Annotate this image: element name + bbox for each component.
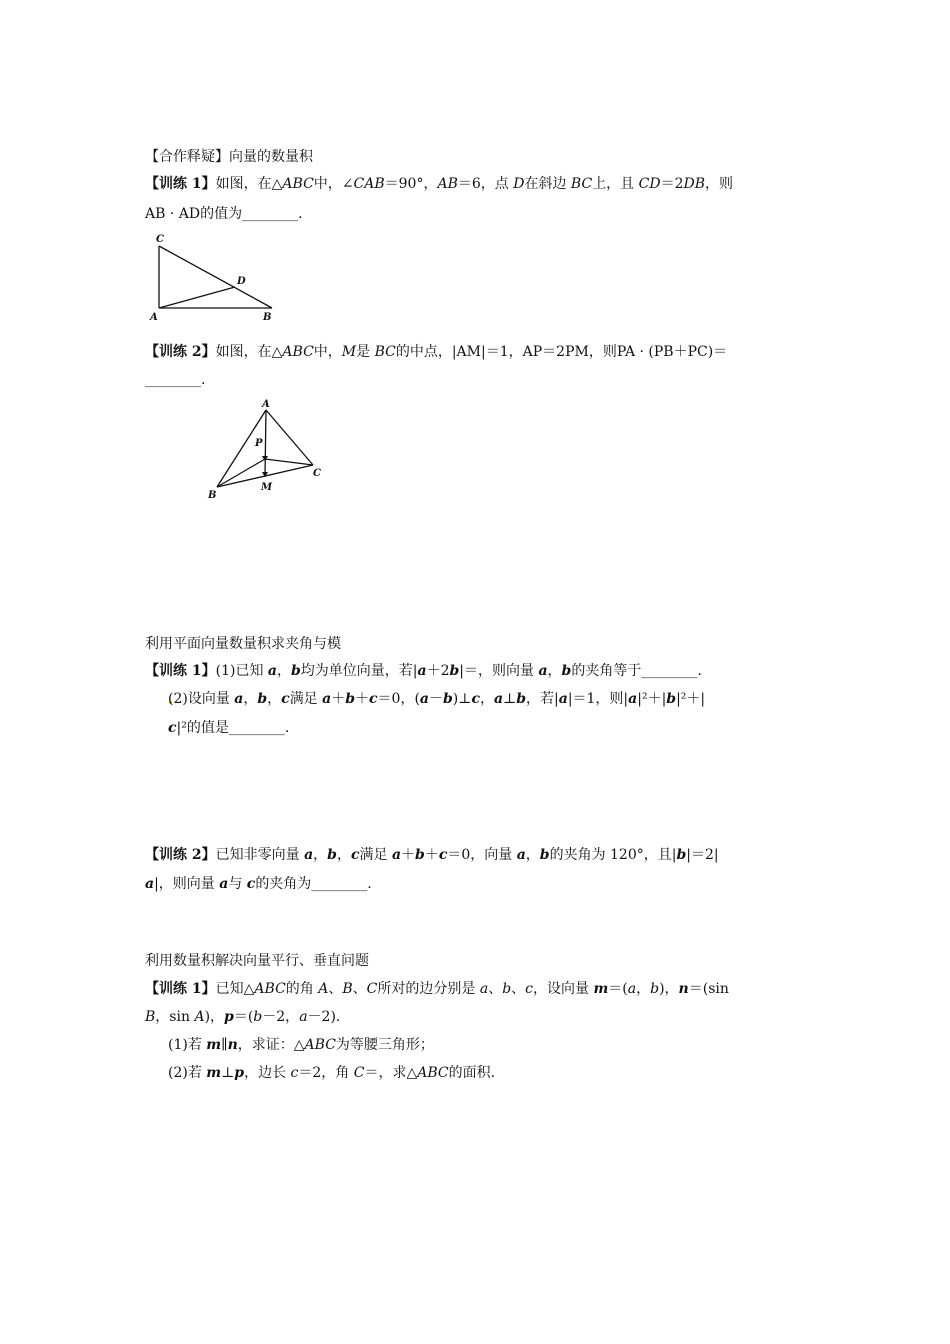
text: |＝2| [686, 847, 719, 863]
text: ＝90°， [384, 176, 438, 192]
text: C [366, 981, 378, 997]
text: 如图，在△ [215, 344, 283, 360]
text: －2). [307, 1009, 341, 1025]
text: ＝，求△ [364, 1065, 418, 1081]
label-b: B [263, 312, 272, 323]
text: b [253, 1009, 263, 1025]
text: ABC [282, 176, 314, 192]
s2-exercise-2-line-1 [145, 845, 719, 865]
text: ＝(sin [688, 981, 729, 997]
text: m [206, 1037, 222, 1053]
text: ∥ [221, 1037, 228, 1053]
text: m [206, 1065, 222, 1081]
text: |＝1，则| [567, 691, 629, 707]
text: b [257, 691, 268, 707]
text: a [628, 691, 638, 707]
text: BC [570, 176, 593, 192]
segment-ad [159, 287, 235, 308]
text: 是 [356, 344, 375, 360]
text: b [561, 663, 572, 679]
text: c [281, 691, 290, 707]
text: (2)设向量 [168, 691, 235, 707]
text: 为等腰三角形； [335, 1037, 434, 1053]
text: 、 [488, 981, 503, 997]
exercise-1-line-2: AB · AD的值为________. [145, 206, 303, 222]
text: |＝，则向量 [459, 663, 539, 679]
text: C [353, 1065, 365, 1081]
text: a [419, 691, 429, 707]
text: ＝0，向量 [447, 847, 517, 863]
text: (1)已知 [215, 663, 268, 679]
segment-am [265, 410, 266, 476]
text: ， [636, 981, 651, 997]
text: ， [547, 663, 562, 679]
text: CD [638, 176, 661, 192]
exercise-tag: 【训练 2】 [145, 847, 216, 863]
label-a: A [150, 312, 158, 323]
s3-question-2 [168, 1063, 495, 1083]
text: c [350, 847, 360, 863]
text: ，设向量 [533, 981, 594, 997]
exercise-tag: 【训练 1】 [145, 663, 216, 679]
text: |²＋| [676, 691, 706, 707]
text: 均为单位向量，若| [300, 663, 418, 679]
text: (2)若 [168, 1065, 207, 1081]
section-heading-dot-product [145, 147, 313, 167]
text: B [145, 1009, 156, 1025]
text: 的夹角为________. [255, 876, 372, 892]
section-title-parallel-perpendicular: 利用数量积解决向量平行、垂直问题 [145, 953, 369, 969]
text: |，则向量 [154, 876, 220, 892]
segment-bp [217, 459, 265, 487]
exercise-2-line-2: ________. [145, 372, 206, 388]
text: 中， [313, 344, 342, 360]
text: 所对的边分别是 [377, 981, 480, 997]
text: a [538, 663, 548, 679]
text: c [369, 691, 378, 707]
exercise-tag: 【训练 1】 [145, 981, 216, 997]
text: ， [267, 691, 282, 707]
text: )， [659, 981, 679, 997]
text: a [145, 876, 155, 892]
text: c [168, 720, 177, 736]
text: b [443, 691, 453, 707]
exercise-tag: 【训练 1】 [145, 176, 216, 192]
text: 如图，在△ [215, 176, 283, 192]
text: c [246, 876, 256, 892]
text: －2， [262, 1009, 300, 1025]
text: ＋ [355, 691, 370, 707]
text: a [304, 847, 314, 863]
label-m: M [261, 482, 273, 493]
text: A [318, 981, 329, 997]
text: p [224, 1009, 234, 1025]
text: － [429, 691, 443, 707]
section-title-angle-modulus: 利用平面向量数量积求夹角与模 [145, 636, 341, 652]
text: ABC [282, 344, 314, 360]
text: 已知△ [215, 981, 255, 997]
text: CAB [353, 176, 385, 192]
text: n [678, 981, 689, 997]
text: a [493, 691, 504, 707]
text: a [627, 981, 637, 997]
text: ，求证：△ [237, 1037, 305, 1053]
text: 与 [228, 876, 247, 892]
text: a [391, 847, 402, 863]
text: ， [525, 847, 540, 863]
text: a [479, 981, 489, 997]
text: 满足 [359, 847, 392, 863]
text: ，若| [526, 691, 559, 707]
s3-question-1 [168, 1035, 434, 1055]
text: a [267, 663, 277, 679]
text: c [525, 981, 533, 997]
text: 、 [352, 981, 367, 997]
exercise-1-line-1 [145, 174, 733, 194]
text: ⊥ [503, 691, 517, 707]
label-p: P [255, 438, 263, 449]
text: b [415, 847, 425, 863]
text: 的夹角等于________. [571, 663, 702, 679]
s2-exercise-2-line-2 [145, 874, 372, 894]
text: ＝6，点 [457, 176, 514, 192]
exercise-tag: 【训练 2】 [145, 344, 216, 360]
text: ，则 [705, 176, 734, 192]
label-c: C [156, 234, 164, 245]
text: ， [243, 691, 258, 707]
text: a [516, 847, 526, 863]
text: b [327, 847, 337, 863]
s2-exercise-1-part-2-line-2 [168, 718, 289, 738]
segment-ac [266, 410, 313, 465]
text: 、 [328, 981, 343, 997]
text: ＋2 [426, 663, 450, 679]
text: )， [204, 1009, 225, 1025]
text: AB [437, 176, 458, 192]
text: |²＋| [637, 691, 667, 707]
text: A [194, 1009, 205, 1025]
text: ⊥ [221, 1065, 235, 1081]
text: n [227, 1037, 238, 1053]
text: b [666, 691, 677, 707]
text: a [558, 691, 568, 707]
text: BC [374, 344, 396, 360]
text: ＋ [331, 691, 346, 707]
text: ， [336, 847, 351, 863]
text: ，sin [155, 1009, 195, 1025]
text: 的中点，|AM|＝1，AP＝2PM，则PA · (PB＋PC)＝ [395, 344, 728, 360]
s3-exercise-1-line-1 [145, 979, 729, 999]
text: a [234, 691, 244, 707]
figure-right-triangle [140, 230, 290, 325]
text: a [219, 876, 229, 892]
text: 的夹角为 120°，且| [549, 847, 677, 863]
text: ＝2，角 [298, 1065, 354, 1081]
text: p [234, 1065, 245, 1081]
label-c: C [313, 468, 321, 479]
text: M [341, 344, 357, 360]
text: a [417, 663, 427, 679]
segment-pc [265, 459, 313, 465]
text: (1)若 [168, 1037, 207, 1053]
text: b [449, 663, 460, 679]
text: 、 [511, 981, 526, 997]
text: a [299, 1009, 308, 1025]
text: ＝2 [660, 176, 684, 192]
text: 的面积. [448, 1065, 496, 1081]
text: a [322, 691, 332, 707]
text: ＝( [608, 981, 628, 997]
text: DB [683, 176, 706, 192]
text: D [513, 176, 525, 192]
text: B [342, 981, 353, 997]
figure-triangle-median [200, 396, 330, 504]
text: ABC [417, 1065, 449, 1081]
text: 的角 [285, 981, 319, 997]
text: ABC [304, 1037, 336, 1053]
text: b [290, 663, 301, 679]
text: ， [276, 663, 291, 679]
text: )⊥ [452, 691, 472, 707]
text: b [676, 847, 687, 863]
label-b: B [208, 490, 217, 501]
label-a: A [262, 399, 270, 410]
text: m [593, 981, 609, 997]
text: ＋ [424, 847, 439, 863]
text: c [438, 847, 448, 863]
s2-exercise-1-part-1 [145, 661, 702, 681]
text: |²的值是________. [176, 720, 290, 736]
text: 满足 [289, 691, 323, 707]
text: b [502, 981, 512, 997]
text: c [290, 1065, 299, 1081]
text: ＝0，( [377, 691, 420, 707]
text: c [471, 691, 480, 707]
text: b [539, 847, 550, 863]
text: ， [479, 691, 494, 707]
text: 上，且 [592, 176, 639, 192]
exercise-2-line-1 [145, 342, 727, 362]
text: b [345, 691, 356, 707]
heading-bracket: 【合作释疑】 [145, 149, 229, 165]
s3-exercise-1-line-2 [145, 1007, 340, 1027]
text: 中，∠ [313, 176, 354, 192]
text: 已知非零向量 [215, 847, 305, 863]
text: 在斜边 [524, 176, 571, 192]
text: b [650, 981, 660, 997]
text: ＋ [401, 847, 416, 863]
text: ， [313, 847, 328, 863]
text: b [516, 691, 527, 707]
label-d: D [237, 276, 246, 287]
heading-title: 向量的数量积 [229, 149, 313, 165]
s2-exercise-1-part-2-line-1 [168, 689, 705, 709]
text: ＝( [233, 1009, 254, 1025]
text: ，边长 [244, 1065, 291, 1081]
text: ABC [254, 981, 286, 997]
segment-cb [159, 246, 272, 308]
